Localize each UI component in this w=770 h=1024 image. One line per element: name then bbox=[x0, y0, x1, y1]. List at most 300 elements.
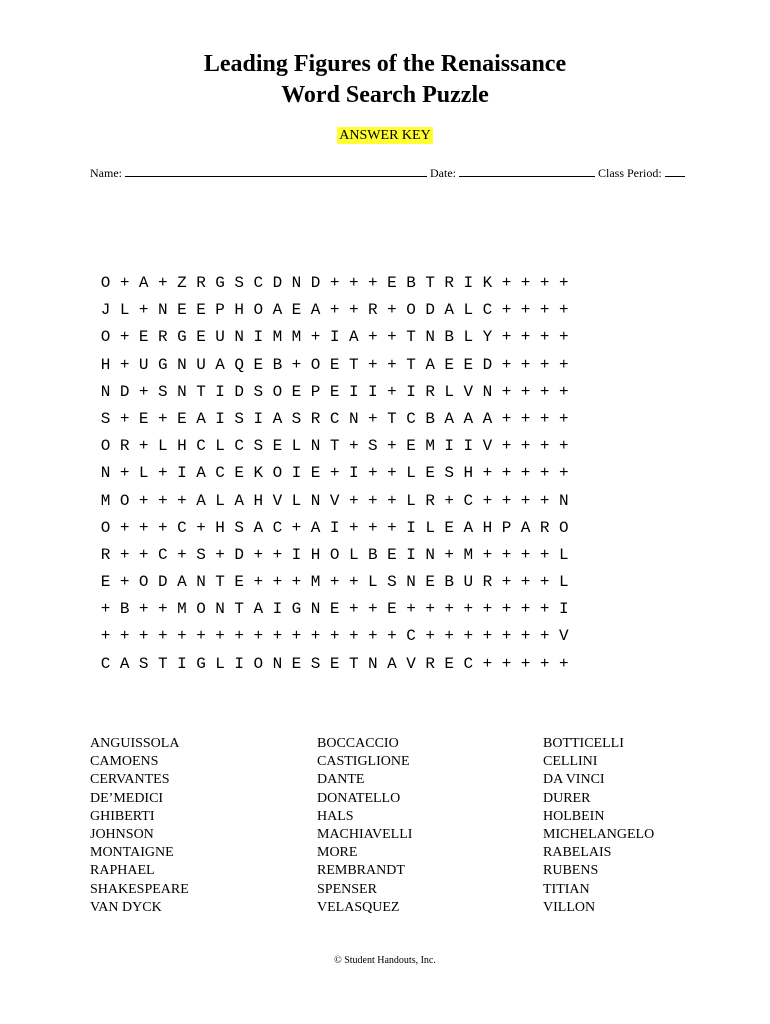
grid-cell: A bbox=[310, 301, 321, 320]
grid-cell: + bbox=[558, 464, 569, 483]
grid-cell: O bbox=[196, 600, 206, 619]
word-list-column-2 bbox=[317, 735, 412, 917]
grid-cell: D bbox=[425, 301, 435, 320]
grid-cell: + bbox=[520, 301, 531, 320]
grid-cell: I bbox=[329, 518, 340, 537]
grid-cell: I bbox=[177, 654, 187, 673]
grid-cell: H bbox=[100, 355, 111, 374]
grid-cell: O bbox=[272, 464, 283, 483]
grid-cell: C bbox=[100, 654, 111, 673]
grid-cell: S bbox=[387, 573, 397, 592]
grid-row bbox=[96, 623, 573, 650]
grid-cell: + bbox=[348, 627, 359, 646]
grid-cell: + bbox=[558, 382, 569, 401]
grid-cell: + bbox=[291, 355, 302, 374]
grid-cell: S bbox=[444, 464, 455, 483]
grid-cell: I bbox=[348, 382, 359, 401]
grid-cell: H bbox=[482, 518, 493, 537]
grid-row bbox=[96, 596, 573, 623]
grid-cell: E bbox=[196, 328, 206, 347]
grid-cell: E bbox=[425, 573, 435, 592]
grid-cell: + bbox=[368, 491, 378, 510]
grid-cell: + bbox=[501, 573, 512, 592]
grid-cell: + bbox=[520, 464, 531, 483]
grid-cell: + bbox=[501, 491, 512, 510]
grid-cell: A bbox=[234, 491, 244, 510]
name-field[interactable] bbox=[125, 166, 427, 177]
grid-cell: A bbox=[196, 491, 206, 510]
grid-cell: Q bbox=[234, 355, 244, 374]
word-list-item: HALS bbox=[317, 808, 354, 824]
grid-cell: + bbox=[425, 627, 435, 646]
grid-cell: P bbox=[310, 382, 321, 401]
grid-cell: O bbox=[558, 518, 569, 537]
grid-cell: Y bbox=[482, 328, 493, 347]
grid-cell: L bbox=[119, 301, 130, 320]
grid-cell: A bbox=[463, 518, 474, 537]
grid-cell: + bbox=[539, 573, 550, 592]
grid-cell: + bbox=[444, 545, 455, 564]
grid-cell: + bbox=[138, 301, 149, 320]
grid-cell: S bbox=[368, 437, 378, 456]
grid-cell: E bbox=[444, 518, 455, 537]
grid-cell: A bbox=[196, 409, 206, 428]
grid-cell: I bbox=[406, 545, 416, 564]
grid-cell: + bbox=[539, 437, 550, 456]
grid-cell: + bbox=[329, 274, 340, 292]
grid-cell: H bbox=[253, 491, 264, 510]
grid-cell: I bbox=[253, 409, 264, 428]
word-list-item: JOHNSON bbox=[90, 827, 154, 843]
grid-cell: G bbox=[158, 355, 168, 374]
grid-cell: + bbox=[387, 464, 397, 483]
grid-cell: S bbox=[253, 382, 264, 401]
grid-cell: + bbox=[482, 600, 493, 619]
grid-cell: + bbox=[119, 464, 130, 483]
grid-cell: S bbox=[234, 409, 244, 428]
grid-cell: + bbox=[387, 328, 397, 347]
grid-row bbox=[96, 651, 573, 678]
grid-cell: + bbox=[158, 274, 168, 292]
grid-cell: + bbox=[348, 573, 359, 592]
grid-cell: + bbox=[177, 627, 187, 646]
grid-row bbox=[96, 433, 573, 460]
class-period-field[interactable] bbox=[665, 166, 685, 177]
word-list-item: VILLON bbox=[543, 899, 596, 915]
grid-cell: O bbox=[329, 545, 340, 564]
word-list-item: SHAKESPEARE bbox=[90, 881, 189, 897]
grid-cell: I bbox=[348, 464, 359, 483]
grid-cell: R bbox=[425, 654, 435, 673]
grid-cell: A bbox=[272, 301, 283, 320]
grid-cell: D bbox=[234, 382, 244, 401]
grid-cell: N bbox=[425, 545, 435, 564]
grid-cell: + bbox=[368, 409, 378, 428]
grid-cell: + bbox=[520, 409, 531, 428]
grid-cell: + bbox=[119, 274, 130, 292]
grid-row bbox=[96, 406, 573, 433]
word-list-item: DE’MEDICI bbox=[90, 790, 164, 806]
word-list-column-1 bbox=[90, 735, 189, 917]
grid-cell: + bbox=[425, 600, 435, 619]
grid-cell: S bbox=[234, 518, 244, 537]
grid-cell: + bbox=[291, 518, 302, 537]
grid-cell: O bbox=[406, 301, 416, 320]
grid-cell: C bbox=[215, 464, 225, 483]
grid-cell: E bbox=[329, 382, 340, 401]
grid-cell: A bbox=[119, 654, 130, 673]
grid-cell: R bbox=[310, 409, 321, 428]
grid-cell: E bbox=[444, 355, 455, 374]
grid-cell: T bbox=[196, 382, 206, 401]
grid-cell: E bbox=[253, 355, 264, 374]
grid-cell: + bbox=[119, 328, 130, 347]
grid-cell: B bbox=[444, 328, 455, 347]
word-list-item: CELLINI bbox=[543, 754, 598, 770]
grid-cell: + bbox=[234, 627, 244, 646]
grid-cell: + bbox=[119, 355, 130, 374]
grid-cell: V bbox=[329, 491, 340, 510]
word-list-item: RUBENS bbox=[543, 863, 599, 879]
grid-cell: + bbox=[291, 627, 302, 646]
grid-cell: L bbox=[215, 654, 225, 673]
grid-cell: I bbox=[177, 464, 187, 483]
grid-cell: I bbox=[558, 600, 569, 619]
word-list-item: CERVANTES bbox=[90, 772, 170, 788]
grid-cell: I bbox=[215, 409, 225, 428]
grid-cell: + bbox=[253, 573, 264, 592]
grid-cell: O bbox=[100, 437, 111, 456]
student-info-line bbox=[90, 166, 690, 180]
grid-cell: E bbox=[234, 573, 244, 592]
grid-cell: E bbox=[387, 274, 397, 292]
grid-cell: L bbox=[368, 573, 378, 592]
grid-cell: I bbox=[406, 382, 416, 401]
date-field[interactable] bbox=[459, 166, 595, 177]
grid-cell: L bbox=[406, 491, 416, 510]
grid-cell: L bbox=[291, 437, 302, 456]
grid-cell: + bbox=[520, 654, 531, 673]
grid-cell: + bbox=[501, 328, 512, 347]
grid-cell: + bbox=[119, 409, 130, 428]
grid-cell: I bbox=[234, 654, 244, 673]
grid-cell: E bbox=[234, 464, 244, 483]
grid-cell: C bbox=[482, 301, 493, 320]
grid-cell: R bbox=[100, 545, 111, 564]
puzzle-subtitle: Word Search Puzzle bbox=[281, 82, 489, 108]
grid-cell: + bbox=[501, 409, 512, 428]
word-list-item: DA VINCI bbox=[543, 772, 605, 788]
grid-cell: + bbox=[482, 654, 493, 673]
grid-cell: + bbox=[196, 518, 206, 537]
grid-cell: + bbox=[119, 627, 130, 646]
grid-cell: N bbox=[291, 274, 302, 292]
grid-cell: L bbox=[558, 573, 569, 592]
copyright-footer: © Student Handouts, Inc. bbox=[334, 955, 436, 966]
grid-cell: V bbox=[463, 382, 474, 401]
grid-cell: + bbox=[539, 382, 550, 401]
grid-cell: N bbox=[234, 328, 244, 347]
grid-cell: R bbox=[368, 301, 378, 320]
grid-cell: + bbox=[368, 464, 378, 483]
grid-cell: + bbox=[138, 382, 149, 401]
grid-cell: + bbox=[444, 600, 455, 619]
grid-cell: + bbox=[463, 627, 474, 646]
grid-cell: G bbox=[215, 274, 225, 292]
grid-cell: E bbox=[100, 573, 111, 592]
grid-cell: A bbox=[444, 301, 455, 320]
grid-cell: D bbox=[234, 545, 244, 564]
grid-cell: + bbox=[520, 627, 531, 646]
grid-cell: G bbox=[196, 654, 206, 673]
grid-row bbox=[96, 324, 573, 351]
word-list-item: ANGUISSOLA bbox=[90, 736, 180, 751]
name-label: Name: bbox=[90, 166, 122, 180]
grid-cell: + bbox=[539, 409, 550, 428]
grid-cell: A bbox=[138, 274, 149, 292]
grid-cell: + bbox=[539, 355, 550, 374]
grid-cell: + bbox=[387, 355, 397, 374]
grid-cell: N bbox=[558, 491, 569, 510]
grid-cell: + bbox=[310, 627, 321, 646]
grid-row bbox=[96, 515, 573, 542]
grid-cell: D bbox=[310, 274, 321, 292]
grid-cell: + bbox=[138, 518, 149, 537]
grid-cell: D bbox=[119, 382, 130, 401]
grid-cell: O bbox=[100, 274, 111, 292]
grid-cell: N bbox=[310, 600, 321, 619]
grid-cell: O bbox=[253, 654, 264, 673]
word-list-item: DURER bbox=[543, 790, 591, 806]
word-list-item: VAN DYCK bbox=[90, 899, 162, 915]
grid-cell: + bbox=[501, 274, 512, 292]
grid-cell: E bbox=[291, 654, 302, 673]
grid-cell: K bbox=[482, 274, 493, 292]
grid-cell: + bbox=[501, 464, 512, 483]
grid-cell: E bbox=[463, 355, 474, 374]
grid-cell: + bbox=[100, 627, 111, 646]
grid-cell: + bbox=[501, 437, 512, 456]
grid-cell: E bbox=[291, 382, 302, 401]
grid-cell: + bbox=[158, 518, 168, 537]
grid-cell: H bbox=[310, 545, 321, 564]
grid-cell: E bbox=[291, 301, 302, 320]
word-search-grid bbox=[96, 270, 573, 678]
grid-cell: E bbox=[138, 328, 149, 347]
grid-cell: P bbox=[501, 518, 512, 537]
grid-cell: E bbox=[329, 600, 340, 619]
grid-cell: D bbox=[272, 274, 283, 292]
grid-cell: U bbox=[463, 573, 474, 592]
grid-cell: + bbox=[501, 382, 512, 401]
grid-cell: V bbox=[482, 437, 493, 456]
grid-cell: H bbox=[463, 464, 474, 483]
grid-cell: + bbox=[501, 545, 512, 564]
grid-cell: I bbox=[253, 328, 264, 347]
word-list-column-3 bbox=[543, 735, 654, 917]
grid-cell: + bbox=[501, 600, 512, 619]
grid-cell: E bbox=[329, 654, 340, 673]
grid-cell: C bbox=[234, 437, 244, 456]
grid-cell: + bbox=[482, 627, 493, 646]
grid-cell: M bbox=[463, 545, 474, 564]
grid-cell: C bbox=[177, 518, 187, 537]
grid-cell: N bbox=[158, 301, 168, 320]
grid-cell: C bbox=[463, 654, 474, 673]
grid-cell: M bbox=[177, 600, 187, 619]
grid-cell: + bbox=[387, 491, 397, 510]
grid-cell: R bbox=[482, 573, 493, 592]
word-list-item: HOLBEIN bbox=[543, 808, 605, 824]
grid-cell: + bbox=[138, 600, 149, 619]
grid-cell: + bbox=[520, 573, 531, 592]
grid-cell: V bbox=[272, 491, 283, 510]
grid-cell: G bbox=[291, 600, 302, 619]
grid-cell: I bbox=[444, 437, 455, 456]
word-list-item: REMBRANDT bbox=[317, 863, 405, 879]
grid-cell: I bbox=[463, 274, 474, 292]
grid-cell: + bbox=[368, 328, 378, 347]
grid-cell: + bbox=[406, 600, 416, 619]
grid-cell: E bbox=[177, 409, 187, 428]
grid-cell: N bbox=[425, 328, 435, 347]
grid-cell: L bbox=[463, 328, 474, 347]
grid-cell: Z bbox=[177, 274, 187, 292]
word-list-item: BOCCACCIO bbox=[317, 736, 399, 751]
grid-cell: + bbox=[119, 573, 130, 592]
grid-cell: + bbox=[329, 301, 340, 320]
grid-cell: N bbox=[177, 382, 187, 401]
grid-cell: + bbox=[558, 437, 569, 456]
grid-cell: C bbox=[158, 545, 168, 564]
grid-cell: L bbox=[348, 545, 359, 564]
grid-cell: G bbox=[177, 328, 187, 347]
grid-cell: E bbox=[444, 654, 455, 673]
grid-cell: + bbox=[520, 382, 531, 401]
grid-cell: M bbox=[310, 573, 321, 592]
grid-cell: I bbox=[291, 464, 302, 483]
grid-cell: N bbox=[406, 573, 416, 592]
grid-row bbox=[96, 460, 573, 487]
grid-cell: + bbox=[177, 491, 187, 510]
grid-cell: E bbox=[196, 301, 206, 320]
grid-row bbox=[96, 270, 573, 297]
grid-cell: L bbox=[463, 301, 474, 320]
grid-cell: + bbox=[501, 301, 512, 320]
grid-row bbox=[96, 379, 573, 406]
grid-cell: O bbox=[253, 301, 264, 320]
grid-cell: + bbox=[387, 437, 397, 456]
grid-cell: L bbox=[138, 464, 149, 483]
grid-cell: R bbox=[444, 274, 455, 292]
grid-cell: + bbox=[463, 600, 474, 619]
grid-cell: + bbox=[100, 600, 111, 619]
grid-cell: N bbox=[100, 382, 111, 401]
grid-cell: A bbox=[425, 355, 435, 374]
grid-cell: E bbox=[406, 437, 416, 456]
grid-cell: + bbox=[520, 491, 531, 510]
word-list-item: DANTE bbox=[317, 772, 365, 788]
grid-cell: A bbox=[348, 328, 359, 347]
grid-cell: T bbox=[329, 437, 340, 456]
grid-cell: L bbox=[444, 382, 455, 401]
grid-cell: S bbox=[100, 409, 111, 428]
grid-cell: R bbox=[539, 518, 550, 537]
grid-cell: + bbox=[539, 301, 550, 320]
word-list-item: TITIAN bbox=[543, 881, 590, 897]
grid-cell: H bbox=[177, 437, 187, 456]
grid-cell: I bbox=[406, 518, 416, 537]
grid-cell: + bbox=[177, 545, 187, 564]
grid-cell: + bbox=[444, 491, 455, 510]
grid-cell: O bbox=[310, 355, 321, 374]
grid-cell: S bbox=[158, 382, 168, 401]
grid-cell: L bbox=[406, 464, 416, 483]
grid-cell: A bbox=[444, 409, 455, 428]
grid-cell: + bbox=[558, 301, 569, 320]
grid-cell: + bbox=[119, 518, 130, 537]
grid-cell: C bbox=[406, 409, 416, 428]
grid-cell: U bbox=[196, 355, 206, 374]
grid-cell: + bbox=[158, 491, 168, 510]
grid-cell: C bbox=[253, 274, 264, 292]
grid-cell: + bbox=[215, 627, 225, 646]
grid-cell: S bbox=[196, 545, 206, 564]
grid-cell: + bbox=[387, 382, 397, 401]
grid-cell: A bbox=[463, 409, 474, 428]
word-list-item: MACHIAVELLI bbox=[317, 827, 413, 843]
grid-cell: C bbox=[329, 409, 340, 428]
grid-cell: C bbox=[196, 437, 206, 456]
grid-cell: + bbox=[158, 464, 168, 483]
word-list-item: MICHELANGELO bbox=[543, 827, 655, 843]
grid-cell: J bbox=[100, 301, 111, 320]
grid-cell: R bbox=[158, 328, 168, 347]
grid-cell: P bbox=[215, 301, 225, 320]
grid-cell: N bbox=[215, 600, 225, 619]
grid-cell: H bbox=[215, 518, 225, 537]
grid-cell: K bbox=[253, 464, 264, 483]
word-list-item: CASTIGLIONE bbox=[317, 754, 410, 770]
grid-cell: E bbox=[329, 355, 340, 374]
grid-cell: T bbox=[158, 654, 168, 673]
grid-cell: A bbox=[272, 409, 283, 428]
grid-cell: + bbox=[482, 491, 493, 510]
grid-cell: L bbox=[215, 437, 225, 456]
grid-cell: + bbox=[558, 409, 569, 428]
grid-cell: R bbox=[425, 382, 435, 401]
grid-cell: A bbox=[196, 464, 206, 483]
grid-cell: + bbox=[138, 437, 149, 456]
grid-cell: E bbox=[177, 301, 187, 320]
grid-cell: + bbox=[520, 355, 531, 374]
grid-cell: T bbox=[348, 355, 359, 374]
grid-cell: + bbox=[558, 274, 569, 292]
grid-cell: + bbox=[272, 627, 283, 646]
grid-cell: D bbox=[158, 573, 168, 592]
grid-cell: I bbox=[272, 600, 283, 619]
grid-cell: A bbox=[482, 409, 493, 428]
grid-cell: + bbox=[348, 301, 359, 320]
grid-cell: + bbox=[539, 654, 550, 673]
grid-cell: N bbox=[100, 464, 111, 483]
grid-cell: N bbox=[310, 491, 321, 510]
grid-cell: S bbox=[253, 437, 264, 456]
grid-cell: N bbox=[482, 382, 493, 401]
grid-cell: + bbox=[539, 464, 550, 483]
grid-cell: R bbox=[196, 274, 206, 292]
grid-cell: + bbox=[539, 491, 550, 510]
